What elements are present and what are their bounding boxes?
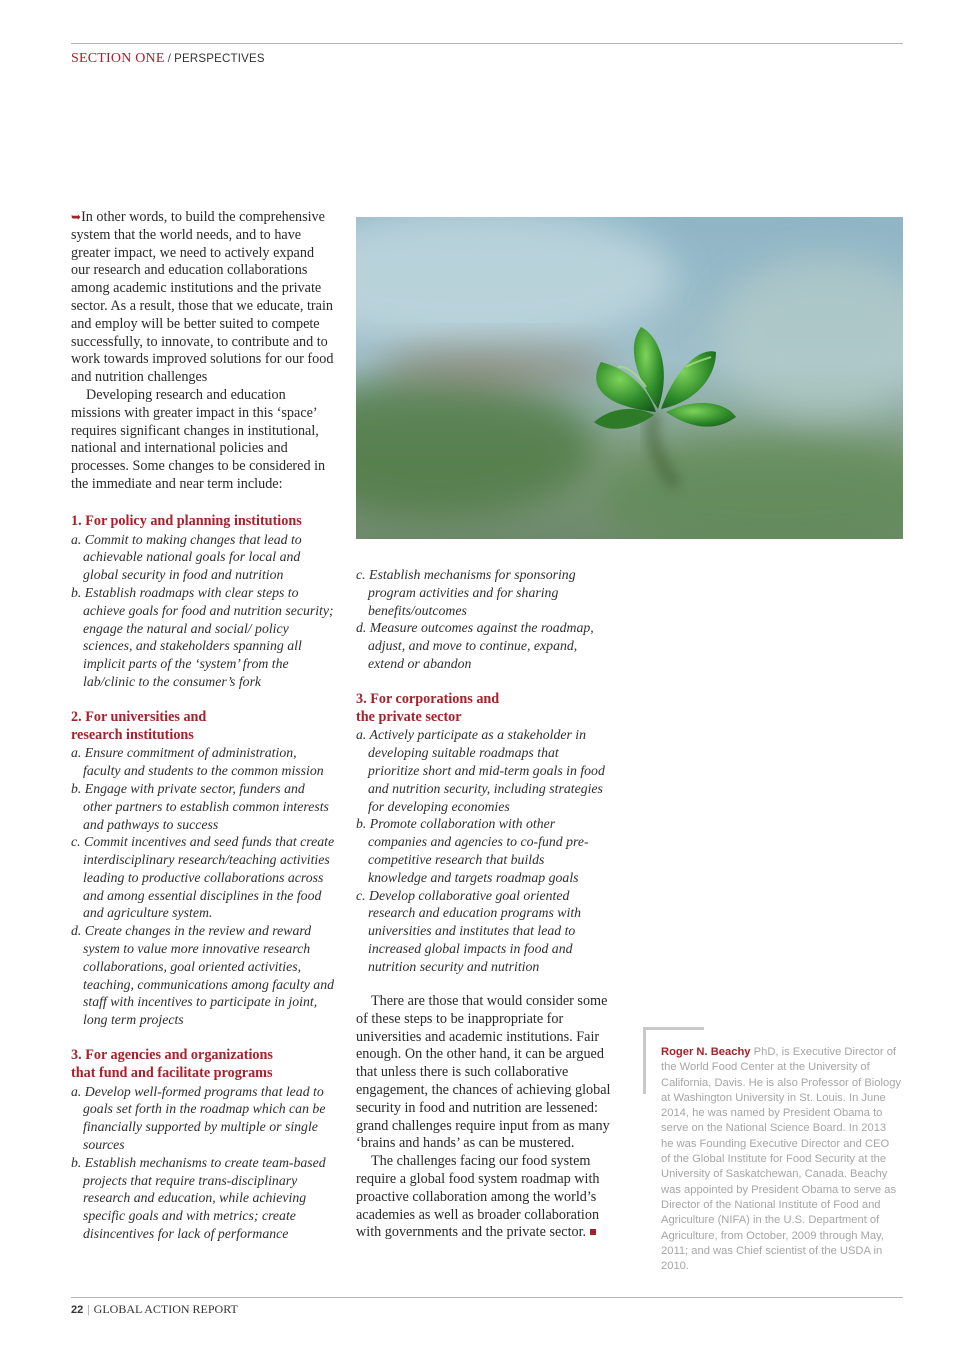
policy-heading: 1. For policy and planning institutions (71, 512, 302, 529)
arrow-icon: ➥ (71, 210, 82, 224)
header-separator: / (167, 51, 172, 65)
list-item: b. Promote collaboration with other companies and agencies to co-fund pre-competitive research that builds knowledge and targets roadmap goals (356, 816, 589, 885)
author-name: Roger N. Beachy (661, 1046, 751, 1058)
list-item: a. Ensure commitment of administration, faculty and students to the common mission (71, 745, 324, 779)
list-item: a. Actively participate as a stakeholder in developing suitable roadmaps that prioritize short and mid-term goals in food and nutrition security, including strategies for developing economies (356, 727, 605, 814)
publication-title: GLOBAL ACTION REPORT (93, 1302, 238, 1316)
universities-heading-line1: 2. For universities and (71, 708, 207, 725)
universities-heading (71, 709, 335, 745)
page-number: 22 (71, 1304, 84, 1316)
list-item: d. Measure outcomes against the roadmap, adjust, and move to continue, expand, extend or abandon (356, 620, 594, 671)
page-footer (71, 1302, 238, 1317)
list-item: c. Develop collaborative goal oriented research and education programs with universities and institutes that lead to increased global impacts in food and nutrition security and nutrition (356, 887, 582, 974)
policy-list (71, 531, 335, 691)
list-item: b. Establish roadmaps with clear steps to achieve goals for food and nutrition security; engage the natural and social/ policy sciences, and stakeholders spanning all implicit parts of the ‘system’ from the lab/clinic to the consumer’s fork (71, 584, 334, 689)
section-label: SECTION ONE (71, 51, 165, 66)
intro-paragraph-1 (71, 209, 335, 387)
closing-p2-text: The challenges facing our food system require a global food system roadmap with proactive collaboration among the world’s academies as well as broader collaboration with governments and the private sector. (356, 1153, 600, 1241)
corporations-heading-line1: 3. For corporations and (356, 690, 500, 707)
leaf-bud-illustration (356, 217, 903, 539)
list-item: a. Commit to making changes that lead to achievable national goals for local and global security in food and nutrition (71, 531, 302, 583)
corporations-heading (356, 691, 606, 727)
corporations-heading-line2: the private sector (356, 708, 462, 725)
author-bio (661, 1045, 901, 1274)
author-bio-text: PhD, is Executive Director of the World Food Center at the University of California, Davis. He is also Professor of Biology at Washington University in St. Louis. In June 2014, he was named by President Obama to serve on the National Science Board. In 2013 he was Founding Executive Director and CEO of the Global Institute for Food Security at the University of Saskatchewan, Canada. Beachy was appointed by President Obama to serve as Director of the National Institute of Food and Agriculture (NIFA) in the U.S. Department of Agriculture, from October, 2009 through May, 2011; and was Chief scientist of the USDA in 2010. (661, 1046, 902, 1273)
policy-list-continued (356, 566, 606, 673)
list-item: b. Establish mechanisms to create team-based projects that require trans-disciplinary research and education, while achieving specific goals and with metrics; create disincentives for lack of performance (71, 1154, 326, 1242)
middle-column (356, 566, 606, 976)
intro-p1-text: In other words, to build the comprehensive system that the world needs, and to have greater impact, we need to actively expand our research and education collaborations among academic institutions and the private sector. As a result, those that we educate, train and employ will be better suited to compete successfully, to innovate, to contribute and to work towards improved solutions for our food and nutrition challenges (71, 209, 334, 386)
corporations-list (356, 726, 606, 975)
closing-column (356, 993, 612, 1242)
universities-list (71, 744, 335, 1029)
list-item: a. Develop well-formed programs that lead to goals set forth in the roadmap which can be financially supported by multiple or single sources (71, 1083, 326, 1153)
intro-paragraph-2 (71, 387, 335, 494)
universities-heading-line2: research institutions (71, 726, 194, 743)
closing-p1-text: There are those that would consider some of these steps to be inappropriate for universities and academic institutions. Fair enough. On the other hand, it can be argued that unless there is such collaborative engagement, the chances of achieving global security in food and nutrition are lessened: grand challenges require input from as many ‘brains and hands’ as can be mustered. (356, 993, 611, 1152)
bottom-rule (71, 1297, 903, 1298)
subsection-label: PERSPECTIVES (174, 53, 265, 65)
intro-p2-text: Developing research and education missions with greater impact in this ‘space’ requires significant changes in institutional, national and international policies and processes. Some changes to be considered in the immediate and near term include: (71, 386, 326, 492)
agencies-heading-line2: that fund and facilitate programs (71, 1064, 273, 1081)
closing-paragraph-2 (356, 1153, 612, 1242)
list-item: c. Establish mechanisms for sponsoring program activities and for sharing benefits/outcomes (356, 567, 576, 618)
list-item: d. Create changes in the review and reward system to value more innovative research collaborations, goal oriented activities, teaching, communications among faculty and staff with incentives to participate in joint, long term projects (71, 923, 334, 1028)
agencies-heading-line1: 3. For agencies and organizations (71, 1047, 273, 1064)
left-column (71, 209, 335, 1243)
agencies-heading (71, 1047, 335, 1083)
top-rule (71, 43, 903, 44)
section-header (71, 51, 265, 67)
end-square-icon (590, 1229, 596, 1235)
leaf-bud-photo (356, 217, 903, 539)
agencies-list (71, 1083, 335, 1243)
list-item: c. Commit incentives and seed funds that create interdisciplinary research/teaching activities leading to productive collaborations across and among essential disciplines in the food and agriculture system. (71, 834, 335, 921)
closing-paragraph-1 (356, 993, 612, 1153)
list-item: b. Engage with private sector, funders and other partners to establish common interests and pathways to success (71, 780, 329, 832)
footer-separator: | (87, 1302, 90, 1316)
